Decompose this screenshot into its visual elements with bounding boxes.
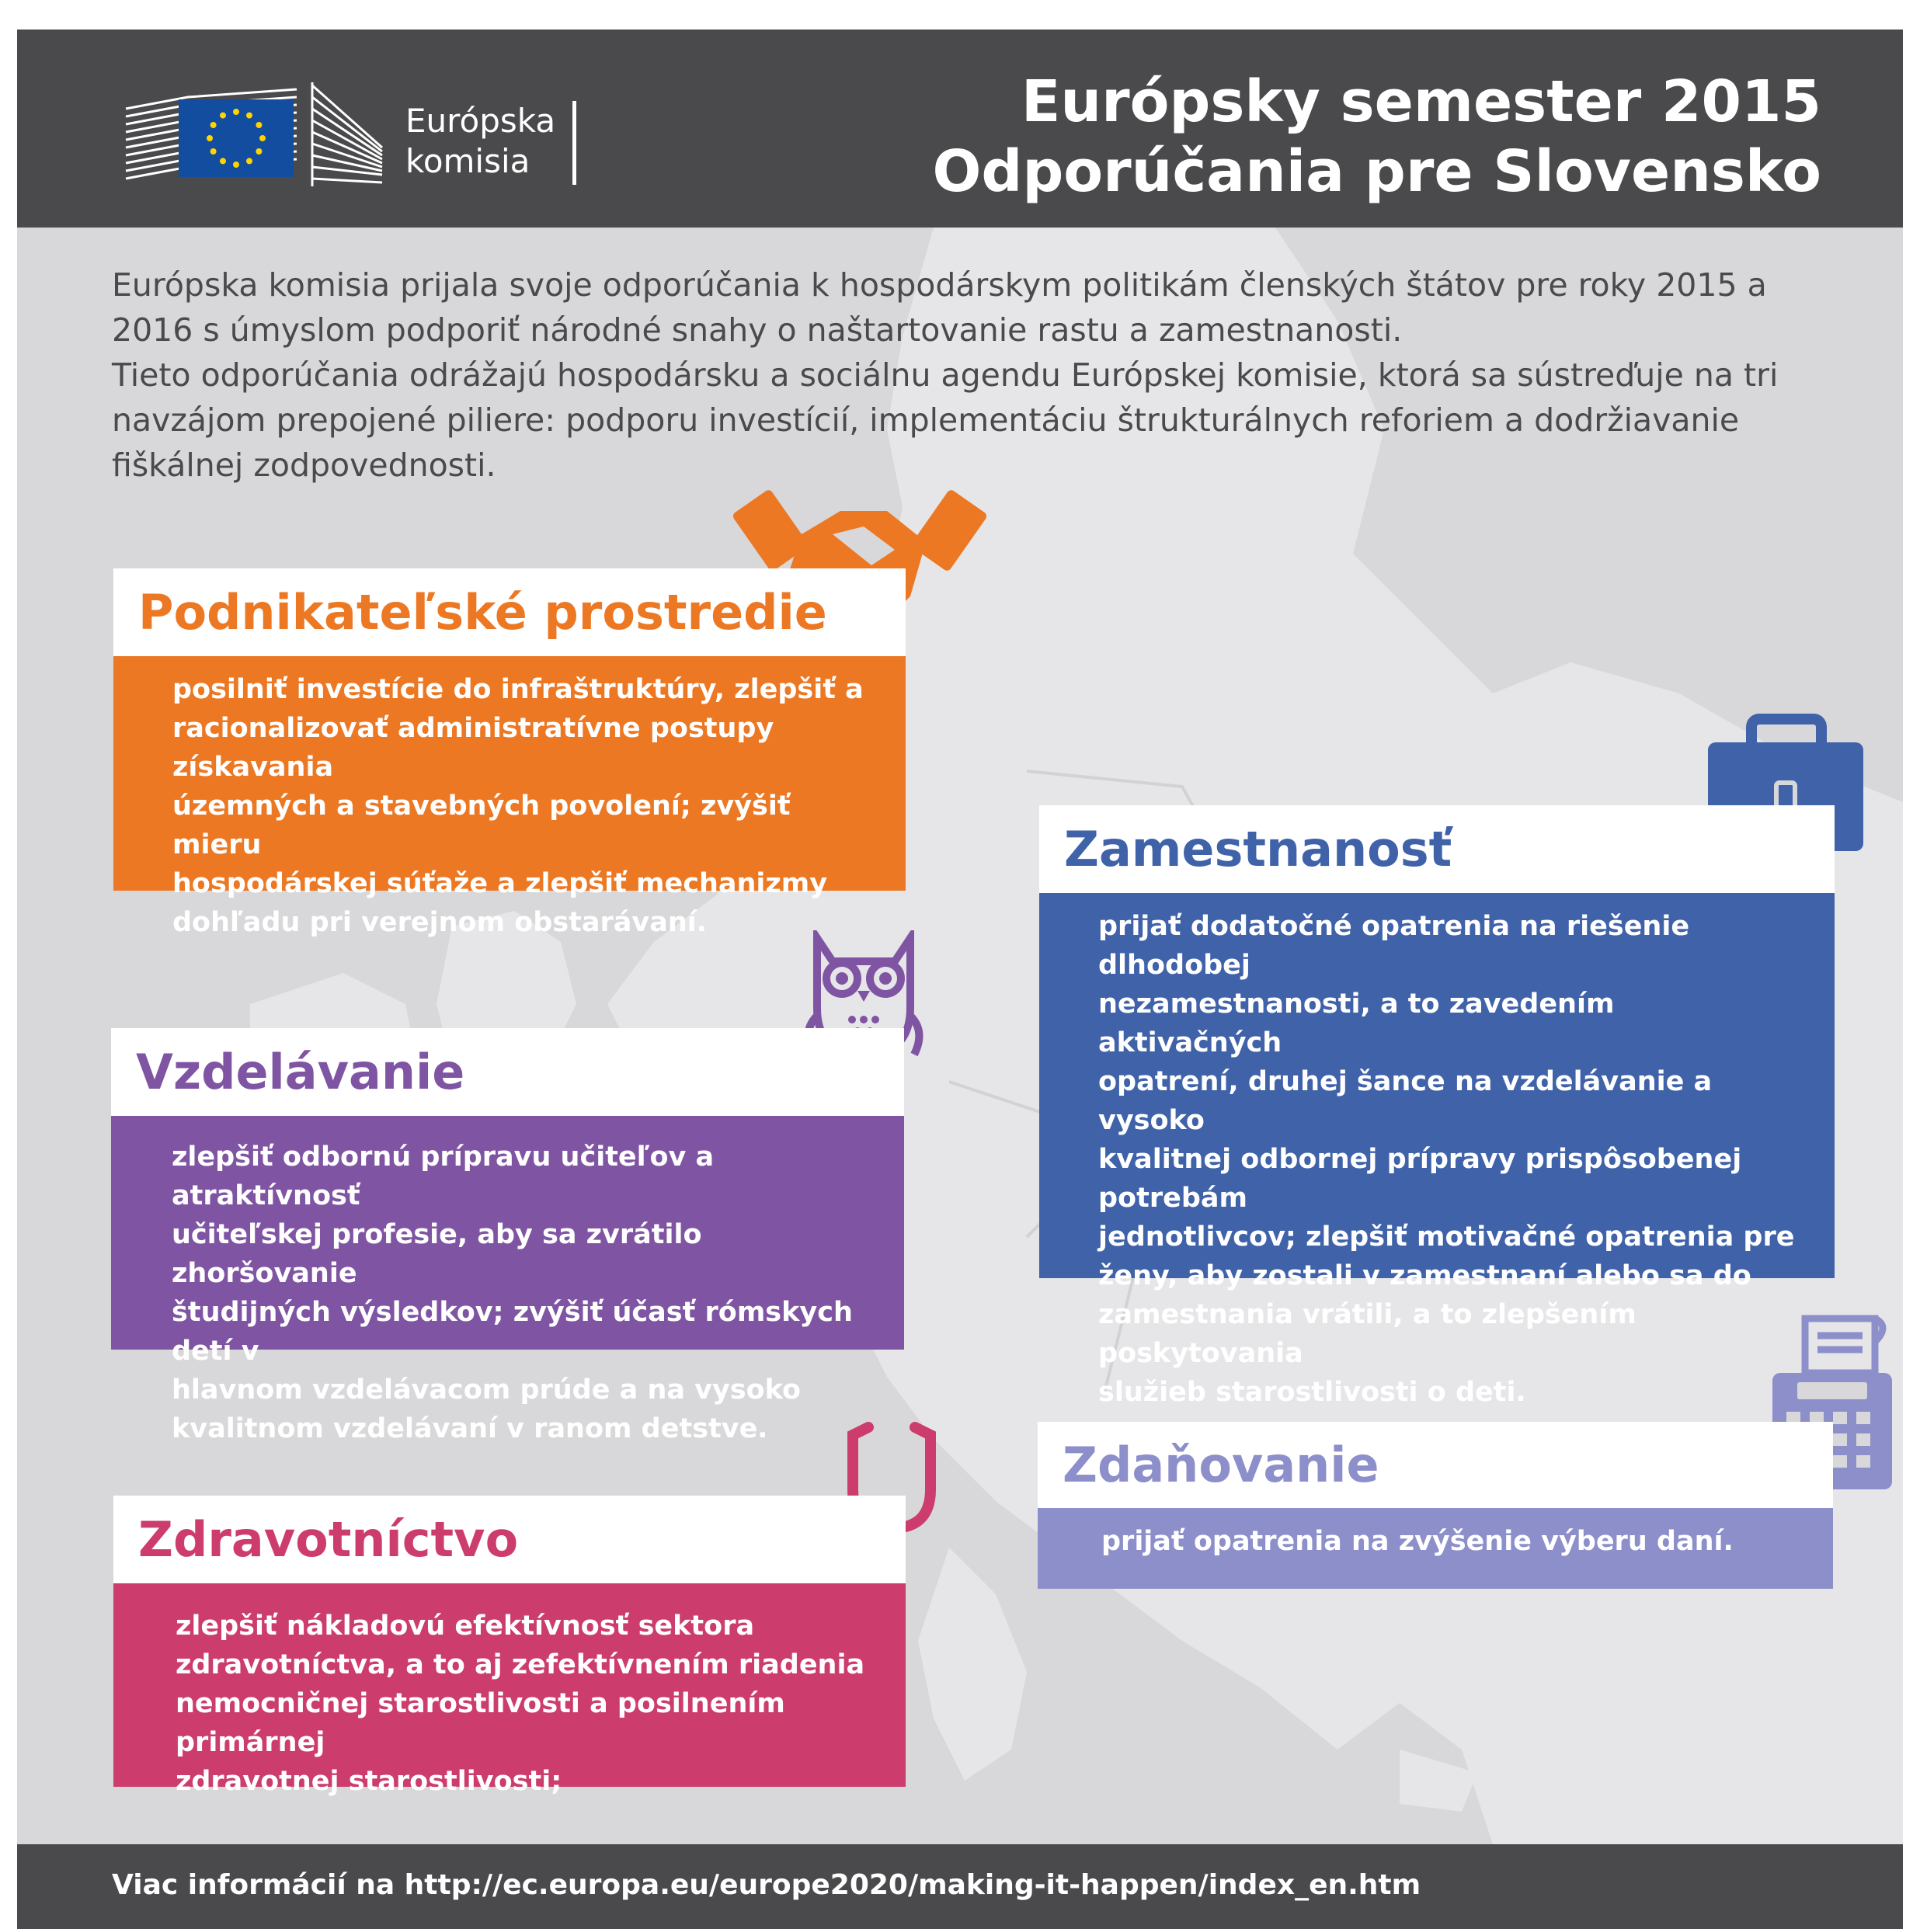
card-employment-title: Zamestnanosť xyxy=(1039,805,1835,893)
intro-paragraph-1: Európska komisia prijala svoje odporúčania k hospodárskym politikám členských štátov pre roky 2015 a 2016 s úmyslom podporiť národné snahy o naštartovanie rastu a zamestnanosti. xyxy=(112,266,1767,349)
logo-line-2: komisia xyxy=(405,142,530,180)
employment-line: prijať dodatočné opatrenia na riešenie dlhodobej xyxy=(1098,911,1690,981)
page-title xyxy=(932,67,1821,207)
business-line: územných a stavebných povolení; zvýšiť mieru xyxy=(172,791,791,860)
education-line: hlavnom vzdelávacom prúde a na vysoko xyxy=(172,1374,802,1406)
employment-line: jednotlivcov; zlepšiť motivačné opatrenia pre xyxy=(1098,1221,1795,1253)
card-health-title: Zdravotníctvo xyxy=(113,1496,906,1583)
business-line: hospodárskej súťaže a zlepšiť mechanizmy xyxy=(172,868,828,899)
business-line: racionalizovať administratívne postupy získavania xyxy=(172,713,774,783)
health-line: nemocničnej starostlivosti a posilnením primárnej xyxy=(176,1688,785,1758)
card-health-body xyxy=(113,1583,906,1797)
employment-line: ženy, aby zostali v zamestnaní alebo sa do xyxy=(1098,1260,1751,1291)
employment-line: kvalitnej odbornej prípravy prispôsobenej xyxy=(1098,1144,1742,1175)
business-line: posilniť investície do infraštruktúry, zlepšiť a xyxy=(172,674,864,705)
employment-line: nezamestnanosti, a to zavedením aktivačných xyxy=(1098,989,1615,1058)
title-line-2: Odporúčania pre Slovensko xyxy=(932,138,1821,205)
card-taxation-body xyxy=(1038,1508,1833,1589)
footer-bar xyxy=(17,1844,1903,1929)
health-line: zdravotníctva, a to aj zefektívnením riadenia xyxy=(176,1649,865,1680)
business-line: dohľadu pri verejnom obstarávaní. xyxy=(172,907,708,938)
health-line: zlepšiť nákladovú efektívnosť sektora xyxy=(176,1611,755,1642)
card-education xyxy=(111,1028,904,1444)
logo-wordmark xyxy=(405,101,555,182)
card-education-body xyxy=(111,1116,904,1444)
education-line: zlepšiť odbornú prípravu učiteľov a atraktívnosť xyxy=(172,1141,715,1211)
card-taxation xyxy=(1038,1422,1833,1589)
education-line: kvalitnom vzdelávaní v ranom detstve. xyxy=(172,1413,768,1444)
header-bar xyxy=(17,30,1903,228)
european-commission-logo xyxy=(103,54,607,194)
health-line: zdravotnej starostlivosti; xyxy=(176,1766,562,1797)
logo-divider xyxy=(572,101,576,185)
card-business-title: Podnikateľské prostredie xyxy=(113,568,906,656)
intro-text xyxy=(112,262,1844,488)
intro-paragraph-2: Tieto odporúčania odrážajú hospodársku a sociálnu agendu Európskej komisie, ktorá sa sústreďuje na tri navzájom prepojené piliere: podporu investícií, implementáciu štrukturálnych reforiem a dodržiavanie fiškálnej zodpovednosti. xyxy=(112,356,1779,484)
card-taxation-title: Zdaňovanie xyxy=(1038,1422,1833,1508)
footer-more-info-link[interactable]: Viac informácií na http://ec.europa.eu/europe2020/making-it-happen/index_en.htm xyxy=(112,1869,1421,1901)
education-line: učiteľskej profesie, aby sa zvrátilo zhoršovanie xyxy=(172,1219,702,1289)
logo-line-1: Európska xyxy=(405,102,556,140)
card-education-title: Vzdelávanie xyxy=(111,1028,904,1116)
employment-line: potrebám xyxy=(1098,1183,1247,1214)
employment-line: zamestnania vrátili, a to zlepšením poskytovania xyxy=(1098,1299,1637,1369)
employment-line: služieb starostlivosti o deti. xyxy=(1098,1377,1526,1408)
card-employment xyxy=(1039,805,1835,1408)
card-business-body xyxy=(113,656,906,938)
card-employment-body xyxy=(1039,893,1835,1408)
taxation-line: prijať opatrenia na zvýšenie výberu daní. xyxy=(1101,1526,1734,1557)
infographic xyxy=(17,30,1903,1929)
education-line: študijných výsledkov; zvýšiť účasť rómskych detí v xyxy=(172,1297,853,1367)
employment-line: opatrení, druhej šance na vzdelávanie a vysoko xyxy=(1098,1066,1713,1136)
card-health xyxy=(113,1496,906,1797)
title-line-1: Európsky semester 2015 xyxy=(1021,68,1821,135)
card-business-environment xyxy=(113,568,906,938)
